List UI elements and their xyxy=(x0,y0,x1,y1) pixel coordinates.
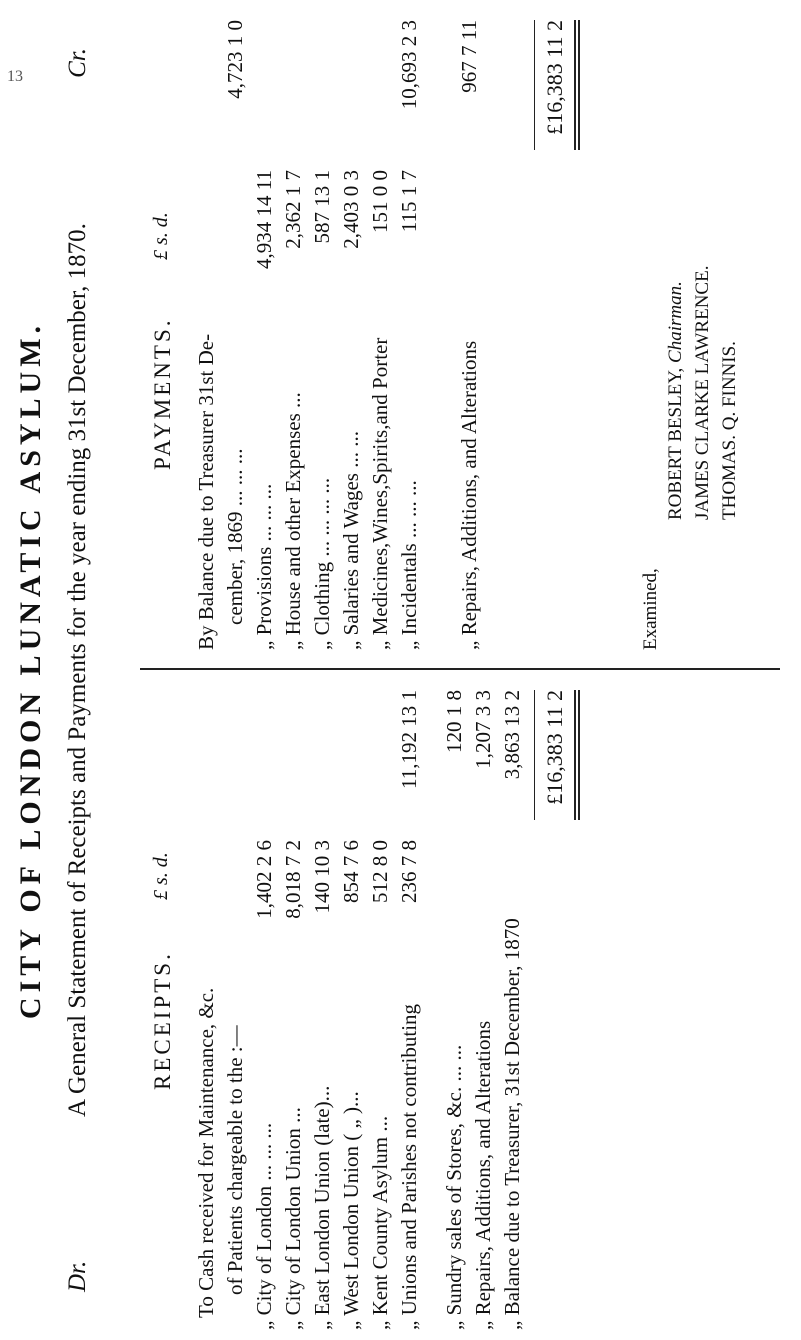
receipt-item-amount: 236 7 8 xyxy=(397,840,421,903)
receipt-other-amount: 120 1 8 xyxy=(442,690,466,753)
payments-currency-header: £ s. d. xyxy=(150,212,172,260)
examined-label: Examined, xyxy=(640,568,661,650)
payment-item-label: „ Clothing ... ... ... ... xyxy=(310,477,334,650)
receipt-item-amount: 8,018 7 2 xyxy=(281,840,305,919)
receipt-item-amount: 854 7 6 xyxy=(339,840,363,903)
subtitle-text: A General Statement of Receipts and Payments for the year ending 31st December, 1870. xyxy=(64,223,91,1117)
payments-total-rule xyxy=(534,20,535,150)
signatory-name: THOMAS. Q. FINNIS. xyxy=(719,341,740,520)
payment-item-amount: 115 1 7 xyxy=(397,170,421,233)
receipts-intro-line1: To Cash received for Maintenance, &c. xyxy=(194,987,218,1318)
receipts-subtotal: 11,192 13 1 xyxy=(397,690,421,789)
payment-item-label: „ Medicines,Wines,Spirits,and Porter xyxy=(368,337,392,650)
payment-item-amount: 4,934 14 11 xyxy=(252,170,276,269)
payments-subtotal: 10,693 2 3 xyxy=(397,20,421,110)
payment-item-amount: 151 0 0 xyxy=(368,170,392,233)
receipt-item-label: „ City of London Union ... xyxy=(281,1107,305,1330)
payment-repairs-label: „ Repairs, Additions, and Alterations xyxy=(457,340,481,650)
receipt-item-amount: 512 8 0 xyxy=(368,840,392,903)
receipt-other-label: „ Balance due to Treasurer, 31st December, 1870 xyxy=(500,918,524,1330)
receipts-intro-line2: of Patients chargeable to the :— xyxy=(223,1025,247,1295)
signatory xyxy=(719,341,741,520)
receipts-total-double-rule xyxy=(574,690,580,820)
receipt-item-amount: 140 10 3 xyxy=(310,840,334,914)
receipt-item-label: „ East London Union (late)... xyxy=(310,1085,334,1330)
payment-item-label: „ Salaries and Wages ... ... xyxy=(339,431,363,650)
receipt-other-amount: 3,863 13 2 xyxy=(500,690,524,780)
signatory xyxy=(692,266,714,520)
receipt-other-amount: 1,207 3 3 xyxy=(471,690,495,769)
payment-item-amount: 2,362 1 7 xyxy=(281,170,305,249)
credit-marker: Cr. xyxy=(64,48,91,78)
signatory-name: JAMES CLARKE LAWRENCE. xyxy=(692,265,713,520)
payments-opening-amount: 4,723 1 0 xyxy=(223,20,247,99)
receipt-item-label: „ Kent County Asylum ... xyxy=(368,1115,392,1330)
payments-opening-line2: cember, 1869 ... ... ... xyxy=(223,448,247,625)
payments-opening-line1: By Balance due to Treasurer 31st De- xyxy=(194,333,218,650)
statement-subtitle xyxy=(64,40,92,1300)
receipts-heading: RECEIPTS. xyxy=(150,951,175,1090)
receipt-item-label: „ City of London ... ... ... xyxy=(252,1122,276,1330)
page-title: CITY OF LONDON LUNATIC ASYLUM. xyxy=(14,320,47,1020)
receipts-total-rule xyxy=(534,690,535,820)
payment-item-label: „ House and other Expenses ... xyxy=(281,392,305,650)
receipts-currency-header: £ s. d. xyxy=(150,852,172,900)
payment-item-amount: 2,403 0 3 xyxy=(339,170,363,249)
payment-item-amount: 587 13 1 xyxy=(310,170,334,244)
receipts-total: £16,383 11 2 xyxy=(542,690,567,805)
receipt-item-label: „ West London Union ( „ )... xyxy=(339,1091,363,1330)
page-number: 13 xyxy=(7,68,23,85)
column-divider xyxy=(140,668,780,670)
payments-heading: PAYMENTS. xyxy=(150,317,175,470)
receipt-other-label: „ Sundry sales of Stores, &c. ... ... xyxy=(442,1044,466,1330)
payment-item-label: „ Provisions ... ... ... xyxy=(252,483,276,650)
signatory-name: ROBERT BESLEY, xyxy=(665,367,686,520)
receipt-item-amount: 1,402 2 6 xyxy=(252,840,276,919)
payment-repairs-amount: 967 7 11 xyxy=(457,20,481,93)
payments-total-double-rule xyxy=(574,20,580,150)
signatory-role: Chairman. xyxy=(665,281,686,363)
receipt-item-label: „ Unions and Parishes not contributing xyxy=(397,1003,421,1330)
receipt-other-label: „ Repairs, Additions, and Alterations xyxy=(471,1020,495,1330)
payments-total: £16,383 11 2 xyxy=(542,20,567,135)
signatory xyxy=(665,281,687,520)
debit-marker: Dr. xyxy=(64,1260,91,1292)
payment-item-label: „ Incidentals ... ... ... xyxy=(397,480,421,650)
